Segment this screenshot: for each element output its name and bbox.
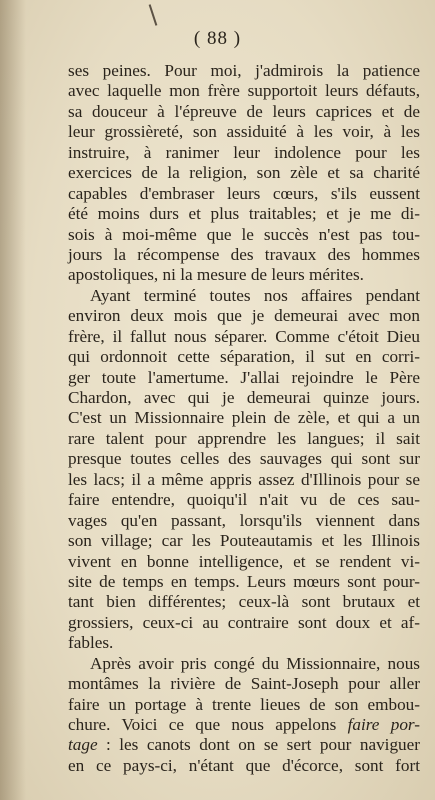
text-line: exercices de la religion, son zèle et sa charité: [68, 163, 420, 183]
text-line: été moins durs et plus traitables; et je me di-: [68, 204, 420, 224]
text-line: ses peines. Pour moi, j'admirois la patience: [68, 61, 420, 80]
italic-term: faire por-: [347, 715, 420, 734]
text-line: chure. Voici ce que nous appelons faire por-: [68, 715, 420, 734]
text-line: grossiers, ceux-ci au contraire sont doux et af-: [68, 612, 420, 632]
text-line: Ayant terminé toutes nos affaires pendant: [90, 285, 420, 305]
text-line: montâmes la rivière de Saint-Joseph pour aller: [68, 674, 420, 694]
text-line: vages qu'en passant, lorsqu'ils viennent dans: [68, 510, 420, 530]
text-line: frère, il fallut nous séparer. Comme c'étoit Dieu: [68, 326, 420, 346]
text-line: faire entendre, quoiqu'il n'ait vu de ces sau-: [68, 490, 420, 510]
text-line: avec laquelle mon frère supportoit leurs défauts,: [68, 81, 420, 101]
gutter-shadow: [0, 0, 26, 800]
text-line: sois à moi-même que le succès n'est pas tou-: [68, 224, 420, 244]
text-line: sa douceur à l'épreuve de leurs caprices et de: [68, 101, 420, 121]
text-line: en ce pays-ci, n'étant que d'écorce, sont fort: [68, 755, 420, 775]
text-line: les lacs; il a même appris assez d'Illinois pour se: [68, 469, 420, 489]
text-line: vivent en bonne intelligence, et se rendent vi-: [68, 551, 420, 571]
page-number: ( 88 ): [193, 28, 242, 49]
text-line: leur grossièreté, son assiduité à les voir, à les: [68, 122, 420, 142]
text-line: apostoliques, ni la mesure de leurs mérites.: [68, 265, 364, 285]
text-line: site de temps en temps. Leurs mœurs sont pour-: [68, 571, 420, 591]
ink-mark: [149, 4, 158, 26]
text-line: tant bien différentes; ceux-là sont brutaux et: [68, 592, 420, 612]
text-line: Après avoir pris congé du Missionnaire, nous: [90, 653, 420, 673]
text-line: ger toute l'amertume. J'allai rejoindre le Père: [68, 367, 420, 387]
text-line: capables d'embraser leurs cœurs, s'ils eussent: [68, 183, 420, 203]
text-line: environ deux mois que je demeurai avec mon: [68, 306, 420, 326]
text-line: C'est un Missionnaire plein de zèle, et qui a un: [68, 408, 420, 428]
text-line: instruire, à ranimer leur indolence pour les: [68, 142, 420, 162]
body-text: [68, 61, 420, 776]
text-line: jours la récompense des travaux des hommes: [68, 244, 420, 264]
text-line: rare talent pour apprendre les langues; il sait: [68, 428, 420, 448]
text-line: fables.: [68, 633, 114, 653]
text-line: qui ordonnoit cette séparation, il sut en corri-: [68, 347, 420, 367]
italic-term: tage: [68, 735, 98, 755]
text-line: faire un portage à trente lieues de son embou-: [68, 694, 420, 714]
text-line: son village; car les Pouteautamis et les Illinois: [68, 531, 420, 551]
text-line: tage : les canots dont on se sert pour naviguer: [68, 735, 420, 755]
text-line: presque toutes celles des sauvages qui sont sur: [68, 449, 420, 469]
text-line: Chardon, avec qui je demeurai quinze jours.: [68, 388, 420, 407]
